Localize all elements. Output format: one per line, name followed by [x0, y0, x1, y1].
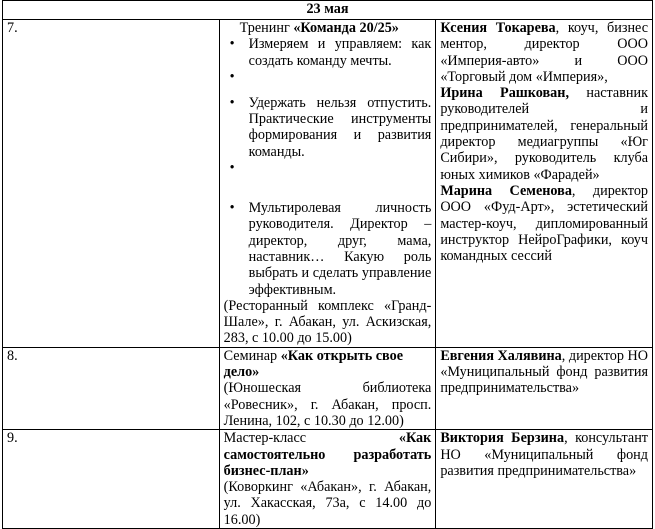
speakers-cell [436, 20, 653, 348]
list-item: • Мультиролевая личность руководителя. Директор – директор, друг, мама, наставник… Какую роль выбрать и сделать управление эффективным. [224, 200, 432, 298]
date-header: 23 мая [3, 1, 653, 20]
event-location: (Коворкинг «Абакан», г. Абакан, ул. Хакасская, 73а, с 14.00 до 16.00) [223, 479, 432, 528]
event-type: Семинар [223, 347, 278, 364]
speaker-description: , директор ООО «Фуд-Арт», эстетический мастер-коуч, дипломированный инструктор НейроГрафики, коуч командных сессий [440, 182, 649, 265]
speaker-description: наставник руководителей и предпринимателей, генеральный директор медиагруппы «Юг Сибири», руководитель клуба юных химиков «Фарадей» [440, 85, 649, 183]
event-cell [219, 347, 436, 429]
event-type: Мастер-класс [223, 430, 307, 447]
date-header-row [3, 1, 653, 20]
schedule-table [2, 0, 653, 529]
event-heading [224, 430, 432, 479]
speaker-name: Виктория Берзина [440, 430, 565, 447]
speaker-entry [440, 430, 648, 479]
event-title: «Как открыть свое дело» [223, 347, 404, 381]
speaker-description: , консультант НО «Муниципальный фонд развития предпринимательства» [440, 430, 648, 479]
event-location: (Ресторанный комплекс «Гранд-Шале», г. Абакан, ул. Аскизская, 283, с 10.00 до 15.00) [223, 297, 432, 347]
speakers-cell [436, 347, 653, 429]
event-type: Тренинг [239, 20, 290, 36]
topic-list [224, 36, 432, 298]
speakers-cell [436, 430, 653, 529]
row-number: 7. [3, 20, 220, 348]
table-row [3, 20, 653, 348]
speaker-name: Евгения Халявина [440, 347, 562, 364]
spacer [224, 69, 432, 95]
event-location: (Юношеская библиотека «Ровесник», г. Абакан, просп. Ленина, 102, с 10.30 до 12.00) [223, 380, 432, 429]
event-cell [219, 20, 436, 348]
table-row [3, 430, 653, 529]
table-row [3, 347, 653, 429]
row-number: 9. [3, 430, 220, 529]
list-item: • Измеряем и управляем: как создать команду мечты. [224, 36, 432, 69]
event-cell [219, 430, 436, 529]
speaker-entry [440, 85, 648, 183]
event-heading [224, 348, 432, 381]
speaker-name: Ксения Токарева [440, 20, 556, 36]
speaker-entry [440, 183, 648, 264]
speaker-entry [440, 348, 648, 397]
speaker-name: Ирина Рашкован, [440, 85, 569, 102]
speaker-entry [440, 20, 648, 85]
list-item: • Удержать нельзя отпустить. Практические инструменты формирования и развития команды. [224, 95, 432, 160]
speaker-name: Марина Семенова [440, 182, 572, 199]
event-title: «Как самостоятельно разработать бизнес-план» [223, 430, 432, 479]
speaker-description: , коуч, бизнес ментор, директор ООО «Империя-авто» и ООО «Торговый дом «Империя», [440, 20, 648, 85]
speaker-description: , директор НО «Муниципальный фонд развития предпринимательства» [440, 347, 649, 397]
event-heading [224, 20, 432, 36]
event-title: «Команда 20/25» [293, 20, 399, 36]
spacer [224, 160, 432, 200]
row-number: 8. [3, 347, 220, 429]
